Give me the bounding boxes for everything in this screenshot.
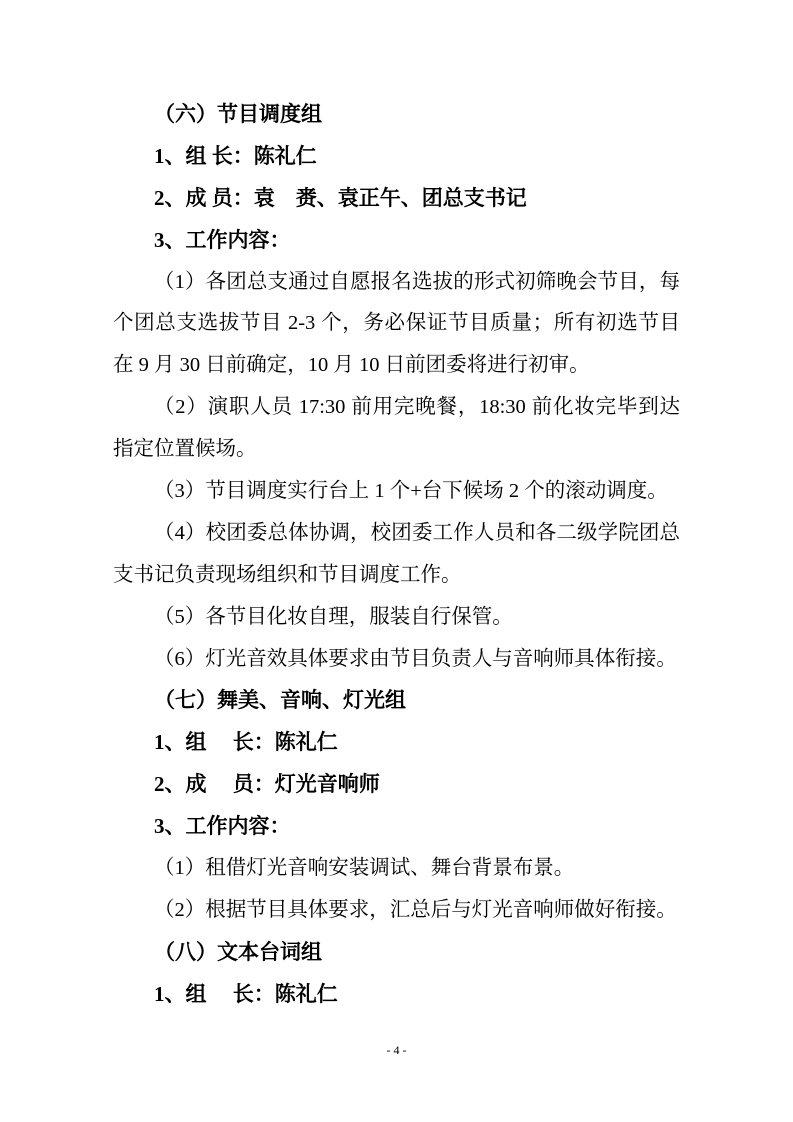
section-title: （七）舞美、音响、灯光组: [154, 688, 406, 713]
duty-item-2-line-1: （2）演职人员 17:30 前用完晚餐，18:30 前化妆完毕到达: [154, 396, 680, 419]
duty-item-1-line-3: 在 9 月 30 日前确定，10 月 10 日前团委将进行初审。: [113, 354, 590, 377]
duty-item-5-line-1: （5）各节目化妆自理，服装自行保管。: [154, 605, 513, 628]
duty-item-4-line-1: （4）校团委总体协调，校团委工作人员和各二级学院团总: [154, 521, 680, 544]
duty-item-2-line-2: 指定位置候场。: [113, 438, 257, 461]
duty-item-3-line-1: （3）节目调度实行台上 1 个+台下候场 2 个的滚动调度。: [154, 480, 668, 503]
group-members: 2、成 员：袁 赉、袁正午、团总支书记: [154, 185, 527, 210]
section-script-lines-group: [113, 932, 680, 1016]
duty-item-2-line-1: （2）根据节目具体要求，汇总后与灯光音响师做好衔接。: [154, 898, 677, 921]
section-program-scheduling-group: [113, 94, 680, 680]
section-title: （六）节目调度组: [154, 102, 322, 126]
section-stage-sound-lighting-group: [113, 680, 680, 931]
duty-item-1-line-1: （1）租借灯光音响安装调试、舞台背景布景。: [154, 857, 575, 880]
group-members: 2、成 员：灯光音响师: [154, 772, 380, 797]
duty-item-6-line-1: （6）灯光音效具体要求由节目负责人与音响师具体衔接。: [154, 647, 677, 670]
duty-item-4-line-2: 支书记负责现场组织和节目调度工作。: [113, 563, 462, 586]
group-leader: 1、组 长：陈礼仁: [154, 981, 338, 1006]
duty-item-1-line-1: （1）各团总支通过自愿报名选拔的形式初筛晚会节目，每: [154, 270, 680, 293]
duties-label: 3、工作内容：: [154, 227, 291, 252]
group-leader: 1、组 长：陈礼仁: [154, 730, 338, 755]
page-number: - 4 -: [386, 1043, 407, 1057]
section-title: （八）文本台词组: [154, 939, 322, 964]
duties-label: 3、工作内容：: [154, 814, 291, 839]
group-leader: 1、组 长：陈礼仁: [154, 143, 317, 168]
document-page: [113, 94, 680, 1016]
duty-item-1-line-2: 个团总支选拔节目 2-3 个，务必保证节目质量；所有初选节目: [113, 312, 680, 335]
